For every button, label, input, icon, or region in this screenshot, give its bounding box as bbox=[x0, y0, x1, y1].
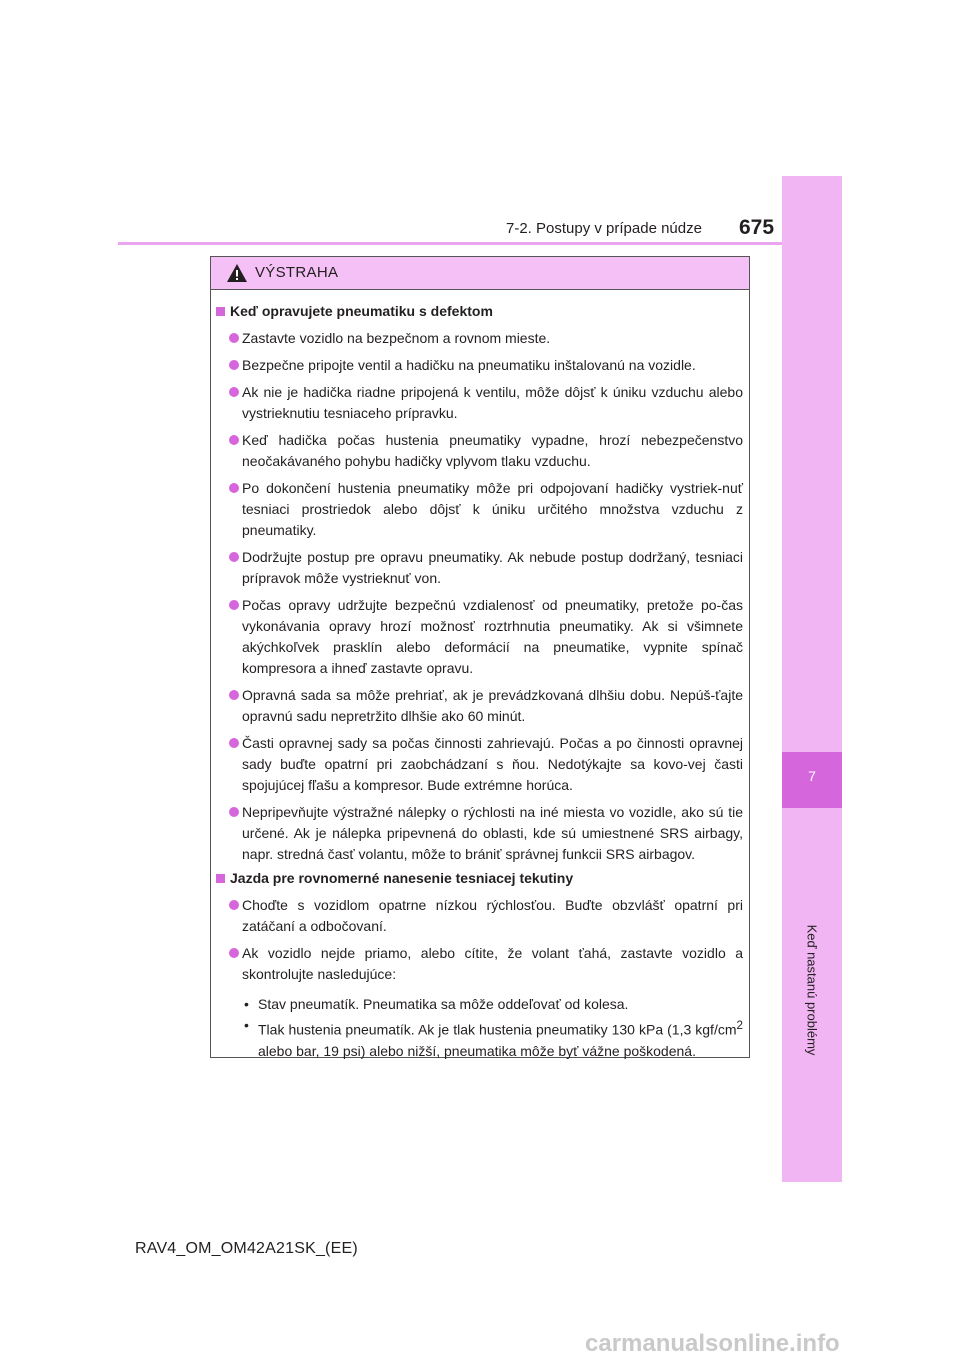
section-heading-text: Jazda pre rovnomerné nanesenie tesniacej tekutiny bbox=[230, 870, 574, 886]
round-bullet-icon bbox=[229, 690, 239, 700]
header-section-title: 7-2. Postupy v prípade núdze bbox=[506, 220, 702, 237]
list-item bbox=[216, 895, 743, 937]
sub-list-item bbox=[242, 1015, 743, 1062]
list-item bbox=[216, 547, 743, 589]
side-tab-upper bbox=[782, 176, 842, 752]
round-bullet-icon bbox=[229, 387, 239, 397]
list-item bbox=[216, 943, 743, 985]
sub-list bbox=[216, 994, 743, 1062]
list-item bbox=[216, 685, 743, 727]
footer-doc-code: RAV4_OM_OM42A21SK_(EE) bbox=[135, 1240, 358, 1257]
round-bullet-icon bbox=[229, 333, 239, 343]
sub-list-marker: • bbox=[244, 996, 249, 1012]
superscript: 2 bbox=[736, 1019, 743, 1032]
section-heading bbox=[216, 301, 743, 322]
round-bullet-icon bbox=[229, 435, 239, 445]
list-item-text: Dodržujte postup pre opravu pneumatiky. Ak nebude postup dodržaný, tesniaci prípravok môže vystrieknuť von. bbox=[242, 549, 743, 586]
list-item-text: Choďte s vozidlom opatrne nízkou rýchlosťou. Buďte obzvlášť opatrní pri zatáčaní a odbočovaní. bbox=[242, 897, 743, 934]
round-bullet-icon bbox=[229, 483, 239, 493]
warning-box bbox=[210, 256, 750, 1058]
round-bullet-icon bbox=[229, 552, 239, 562]
list-item-text: Keď hadička počas hustenia pneumatiky vypadne, hrozí nebezpečenstvo neočakávaného pohybu hadičky vplyvom tlaku vzduchu. bbox=[242, 432, 743, 469]
section-heading-text: Keď opravujete pneumatiku s defektom bbox=[230, 303, 493, 319]
warning-title: VÝSTRAHA bbox=[255, 264, 339, 281]
round-bullet-icon bbox=[229, 360, 239, 370]
sub-list-item bbox=[242, 994, 743, 1015]
list-item-text: Zastavte vozidlo na bezpečnom a rovnom mieste. bbox=[242, 330, 551, 346]
list-item bbox=[216, 478, 743, 541]
round-bullet-icon bbox=[229, 738, 239, 748]
watermark: carmanualsonline.info bbox=[585, 1330, 840, 1357]
section-heading bbox=[216, 868, 743, 889]
list-item-text: Bezpečne pripojte ventil a hadičku na pneumatiku inštalovanú na vozidle. bbox=[242, 357, 696, 373]
warning-body bbox=[211, 290, 749, 1062]
list-item-text: Počas opravy udržujte bezpečnú vzdialenosť od pneumatiky, pretože po-čas vykonávania opravy hrozí možnosť roztrhnutia pneumatiky. Ak si všimnete akýchkoľvek prasklín alebo deformácií na pneumatike, vypnite spínač kompresora a ihneď zastavte opravu. bbox=[242, 597, 743, 676]
list-item bbox=[216, 595, 743, 679]
header-rule bbox=[118, 242, 782, 245]
list-item-text: Po dokončení hustenia pneumatiky môže pri odpojovaní hadičky vystriek-nuť tesniaci prostriedok alebo dôjsť k úniku určitého množstva vzduchu z pneumatiky. bbox=[242, 480, 743, 538]
list-item bbox=[216, 430, 743, 472]
list-item-text: Nepripevňujte výstražné nálepky o rýchlosti na iné miesta vo vozidle, ako sú tie určené. Ak je nálepka pripevnená do oblasti, kde sú umiestnené SRS airbagy, napr. stredná časť volantu, môže to brániť správnej funkcii SRS airbagov. bbox=[242, 804, 743, 862]
round-bullet-icon bbox=[229, 948, 239, 958]
list-item-text: Opravná sada sa môže prehriať, ak je prevádzkovaná dlhšiu dobu. Nepúš-ťajte opravnú sadu nepretržito dlhšie ako 60 minút. bbox=[242, 687, 743, 724]
list-item bbox=[216, 328, 743, 349]
sub-list-marker: • bbox=[244, 1017, 249, 1033]
list-item-text: Časti opravnej sady sa počas činnosti zahrievajú. Počas a po činnosti opravnej sady buďte opatrní pri zaobchádzaní s ňou. Nedotýkajte sa kovo-vej časti spojujúcej fľašu a kompresor. Bude extrémne horúca. bbox=[242, 735, 743, 793]
list-item-text: Ak nie je hadička riadne pripojená k ventilu, môže dôjsť k úniku vzduchu alebo vystrieknutiu tesniaceho prípravku. bbox=[242, 384, 743, 421]
sub-list-item-text: Tlak hustenia pneumatík. Ak je tlak hustenia pneumatiky 130 kPa (1,3 kgf/cm bbox=[258, 1021, 737, 1038]
chapter-number: 7 bbox=[808, 768, 816, 784]
round-bullet-icon bbox=[229, 807, 239, 817]
sub-list-item-text-cont: alebo bar, 19 psi) alebo nižší, pneumatika môže byť vážne poškodená. bbox=[258, 1042, 696, 1059]
list-item bbox=[216, 355, 743, 376]
list-item bbox=[216, 382, 743, 424]
square-bullet-icon bbox=[216, 874, 225, 883]
list-item bbox=[216, 802, 743, 865]
page-number: 675 bbox=[739, 216, 775, 239]
list-item bbox=[216, 733, 743, 796]
round-bullet-icon bbox=[229, 600, 239, 610]
warning-triangle-icon bbox=[227, 264, 247, 282]
round-bullet-icon bbox=[229, 900, 239, 910]
chapter-title: Keď nastanú problémy bbox=[804, 924, 820, 1056]
sub-list-item-text: Stav pneumatík. Pneumatika sa môže oddeľovať od kolesa. bbox=[258, 996, 629, 1012]
square-bullet-icon bbox=[216, 307, 225, 316]
list-item-text: Ak vozidlo nejde priamo, alebo cítite, že volant ťahá, zastavte vozidlo a skontrolujte nasledujúce: bbox=[242, 945, 743, 982]
warning-header bbox=[211, 257, 749, 290]
